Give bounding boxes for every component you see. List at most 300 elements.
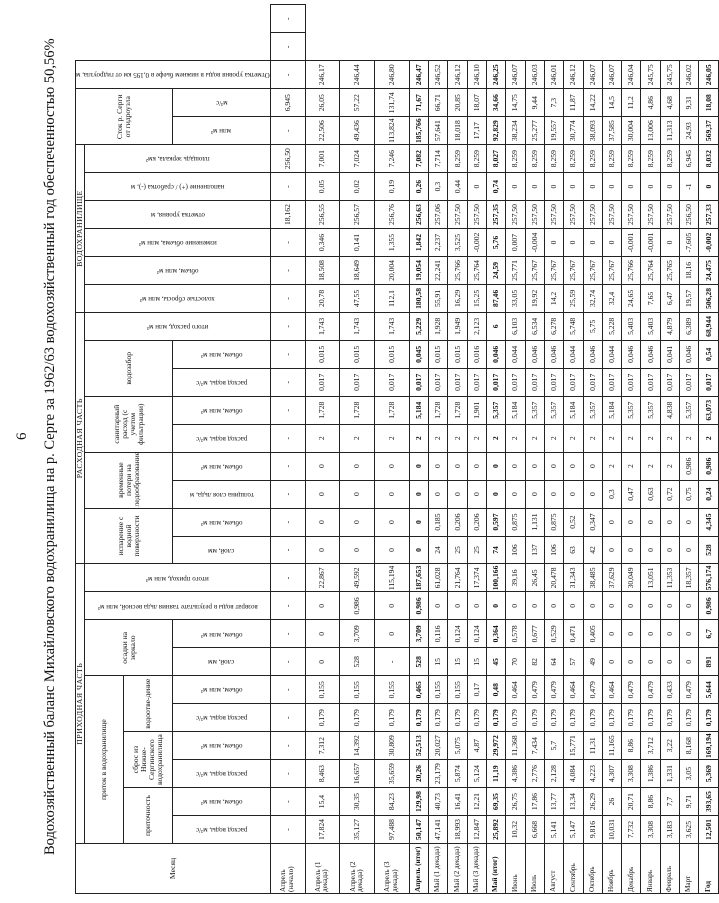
table-cell: - (270, 229, 305, 257)
table-cell: - (270, 424, 305, 452)
table-cell: 257,50 (660, 201, 679, 229)
table-cell: -0,002 (699, 229, 719, 257)
table-cell: 25 (467, 536, 486, 564)
table-cell: 246,10 (467, 61, 486, 89)
table-cell: 246,47 (409, 61, 428, 89)
table-cell: - (270, 312, 305, 340)
table-cell: -0,002 (467, 229, 486, 257)
table-cell: 7,312 (305, 732, 340, 760)
table-cell: - (270, 480, 305, 508)
table-cell: - (270, 61, 305, 89)
header-income-part: ПРИХОДНАЯ ЧАСТЬ (76, 564, 85, 844)
table-row (486, 5, 505, 894)
table-cell: 0 (506, 480, 525, 508)
table-cell: 257,35 (486, 201, 505, 229)
table-cell: 4,87 (467, 732, 486, 760)
table-cell: 13,006 (641, 117, 660, 145)
table-cell: 7,7 (660, 788, 679, 816)
table-cell: 0,346 (305, 229, 340, 257)
table-cell: 10,031 (602, 816, 621, 844)
table-cell: 569,37 (699, 117, 719, 145)
table-cell: 0,044 (602, 340, 621, 368)
table-cell: 0 (544, 173, 563, 201)
table-cell: 5,75 (583, 312, 602, 340)
table-cell: 0 (583, 452, 602, 480)
table-cell: 11,87 (564, 89, 583, 117)
table-row (525, 5, 544, 894)
table-cell: 5,229 (409, 312, 428, 340)
table-cell: 0 (448, 592, 467, 620)
table-cell: 15 (448, 648, 467, 676)
table-cell: 256,55 (305, 201, 340, 229)
table-cell: 57,22 (340, 89, 375, 117)
table-cell: 22,867 (305, 564, 340, 592)
table-row (699, 5, 719, 894)
page-number: 6 (14, 432, 30, 440)
table-cell: 0,471 (564, 620, 583, 648)
table-cell: 47,141 (429, 816, 448, 844)
table-cell: 4,307 (602, 760, 621, 788)
table-cell: 257,50 (467, 201, 486, 229)
table-cell: 5,357 (641, 396, 660, 424)
table-cell: 0 (525, 592, 544, 620)
table-cell: 0,017 (305, 368, 340, 396)
sub-flow-5: расход воды, м³/с (173, 368, 271, 396)
table-cell: 17,17 (467, 117, 486, 145)
header-level-mark: отметка уровня, м (85, 201, 271, 229)
table-cell: 257,50 (448, 201, 467, 229)
table-cell: 0,017 (602, 368, 621, 396)
table-cell: 4,68 (660, 89, 679, 117)
table-cell: 6,103 (506, 312, 525, 340)
table-cell: 6,389 (680, 312, 699, 340)
table-cell: 0,017 (448, 368, 467, 396)
table-cell: 15 (429, 648, 448, 676)
table-cell: 22,241 (429, 256, 448, 284)
table-cell: 1,728 (340, 396, 375, 424)
table-cell: 0 (506, 173, 525, 201)
table-cell: 257,50 (583, 201, 602, 229)
table-cell: 0 (467, 452, 486, 480)
table-cell: 5,184 (602, 396, 621, 424)
table-cell: 0,179 (374, 704, 409, 732)
table-cell: 0 (305, 648, 340, 676)
table-cell: 4,084 (564, 760, 583, 788)
table-cell: 0,046 (680, 340, 699, 368)
table-cell: 0,179 (564, 704, 583, 732)
table-cell: 20,78 (305, 284, 340, 312)
table-cell: 0,155 (340, 676, 375, 704)
table-cell: 0,044 (506, 340, 525, 368)
table-cell: 26,45 (525, 564, 544, 592)
table-cell: 16,41 (448, 788, 467, 816)
table-cell: 0 (602, 536, 621, 564)
table-cell: 14,75 (506, 89, 525, 117)
row-month: Октябрь (583, 844, 602, 894)
header-evaporation: испарение с водной поверхности (85, 508, 173, 564)
table-cell: 66,71 (429, 89, 448, 117)
table-cell: 0 (486, 452, 505, 480)
header-inflow: приток в водохранилище (85, 676, 123, 844)
table-cell: -0,004 (525, 229, 544, 257)
table-cell: 0,017 (680, 368, 699, 396)
table-cell: 0 (680, 648, 699, 676)
header-serga-flow: Сток р. Серги от гидроузла (76, 89, 173, 145)
table-cell: 3,625 (680, 816, 699, 844)
table-cell: 0 (660, 620, 679, 648)
table-cell: 8,86 (622, 732, 641, 760)
table-cell: 0,05 (305, 173, 340, 201)
table-cell: 0 (564, 229, 583, 257)
row-month: Июнь (506, 844, 525, 894)
table-cell: 8,259 (641, 145, 660, 173)
table-cell: 0 (564, 592, 583, 620)
table-cell: 12,21 (467, 788, 486, 816)
table-cell: 246,07 (506, 61, 525, 89)
table-cell: 49,436 (340, 117, 375, 145)
table-cell: 14,22 (583, 89, 602, 117)
table-cell: 0 (374, 536, 409, 564)
table-cell: 0,3 (602, 480, 621, 508)
table-cell: 0,046 (486, 340, 505, 368)
table-cell: 8,259 (622, 145, 641, 173)
table-cell: 7,65 (641, 284, 660, 312)
table-cell: 33,05 (506, 284, 525, 312)
table-cell: 246,02 (680, 61, 699, 89)
table-cell: 35,659 (374, 760, 409, 788)
table-cell: 4,838 (660, 396, 679, 424)
table-cell: 10,32 (506, 816, 525, 844)
sub-flow-1: расход воды, м³/с (173, 816, 271, 844)
table-cell: 0,986 (680, 452, 699, 480)
header-fill-draw: наполнение (+) / сработка (-), м (85, 173, 271, 201)
table-cell: 256,50 (270, 145, 305, 173)
table-cell: 0 (448, 480, 467, 508)
table-cell: 13,77 (544, 788, 563, 816)
table-cell: 5,748 (564, 312, 583, 340)
sub-layer-2: слой, мм (173, 536, 271, 564)
table-cell: 0,179 (448, 704, 467, 732)
table-cell: 0,179 (305, 704, 340, 732)
table-cell: 1,728 (305, 396, 340, 424)
table-cell: 3,183 (660, 816, 679, 844)
table-cell: -0,001 (622, 229, 641, 257)
table-cell: - (270, 173, 305, 201)
table-cell: 0,017 (429, 368, 448, 396)
table-row (583, 5, 602, 894)
table-cell: 49,592 (340, 564, 375, 592)
table-cell: 0 (340, 536, 375, 564)
table-cell: 1,331 (660, 760, 679, 788)
table-cell: 0,046 (544, 340, 563, 368)
table-cell: 5,184 (564, 396, 583, 424)
table-cell: 0 (583, 480, 602, 508)
row-month: Апрель (1 декада) (305, 844, 340, 894)
table-cell: 8,259 (544, 145, 563, 173)
table-cell: 129,98 (409, 788, 428, 816)
table-cell: 2 (602, 452, 621, 480)
table-cell: - (270, 592, 305, 620)
table-cell: 8,027 (486, 145, 505, 173)
table-cell: 19,92 (525, 284, 544, 312)
table-cell: 0,155 (305, 676, 340, 704)
table-cell: 4,86 (641, 89, 660, 117)
table-cell: 0 (641, 536, 660, 564)
table-cell: 71,67 (409, 89, 428, 117)
table-cell: 18,018 (448, 117, 467, 145)
table-cell: -0,001 (641, 229, 660, 257)
table-cell: 24 (429, 536, 448, 564)
table-cell: 0,206 (448, 508, 467, 536)
table-cell: - (270, 284, 305, 312)
table-cell: 6,534 (525, 312, 544, 340)
table-cell: 7,714 (429, 145, 448, 173)
sub-flow-2: расход воды, м³/с (173, 760, 271, 788)
header-idle-discharge: холостые сбросы, млн м³ (85, 284, 271, 312)
table-cell: 0 (374, 508, 409, 536)
table-cell: 14,5 (602, 89, 621, 117)
table-cell: 0,179 (544, 704, 563, 732)
table-cell: 2 (622, 452, 641, 480)
table-cell: - (270, 816, 305, 844)
table-cell: 0 (340, 452, 375, 480)
table-cell: 0,479 (622, 676, 641, 704)
table-cell: 0,017 (409, 368, 428, 396)
table-cell: 57 (564, 648, 583, 676)
table-cell: 0,017 (506, 368, 525, 396)
table-cell: 0,986 (699, 592, 719, 620)
table-cell: 30,049 (622, 564, 641, 592)
table-cell: 9,816 (583, 816, 602, 844)
table-cell: 1,743 (305, 312, 340, 340)
table-cell: - (270, 620, 305, 648)
table-cell: 4,386 (506, 760, 525, 788)
table-cell: 0,017 (583, 368, 602, 396)
table-cell: 8,259 (564, 145, 583, 173)
table-cell: 0,74 (486, 173, 505, 201)
table-cell: 0 (525, 452, 544, 480)
table-cell: 2 (486, 424, 505, 452)
row-month: Май (2 декада) (448, 844, 467, 894)
table-cell: 17,824 (305, 816, 340, 844)
table-cell: 0,597 (486, 508, 505, 536)
header-area: площадь зеркала, км² (85, 145, 271, 173)
table-cell: 8,259 (467, 145, 486, 173)
table-cell: 0,464 (564, 676, 583, 704)
table-cell: 0 (374, 480, 409, 508)
header-ice-return: возврат воды в результате таяния льда весной, млн м³ (85, 592, 271, 620)
table-cell: 8,259 (602, 145, 621, 173)
table-row (340, 5, 375, 894)
table-cell: 57,641 (429, 117, 448, 145)
table-cell: 5,357 (525, 396, 544, 424)
table-cell: 0,124 (448, 620, 467, 648)
table-cell: 5,7 (544, 732, 563, 760)
table-cell: 0,17 (467, 676, 486, 704)
table-cell: 8,259 (660, 145, 679, 173)
table-cell: 6,945 (270, 89, 305, 117)
table-cell: 13,051 (641, 564, 660, 592)
table-cell: 5,403 (622, 312, 641, 340)
table-cell: 5,147 (564, 816, 583, 844)
table-cell: 0 (680, 592, 699, 620)
table-cell: 0,017 (622, 368, 641, 396)
table-cell: 0 (467, 480, 486, 508)
table-cell: - (270, 117, 305, 145)
row-month: Декабрь (622, 844, 641, 894)
table-cell: 0,179 (525, 704, 544, 732)
table-cell: 506,28 (699, 284, 719, 312)
table-cell: 257,50 (544, 201, 563, 229)
table-cell: 0,155 (374, 676, 409, 704)
table-cell: 0,479 (583, 676, 602, 704)
table-cell: 4,879 (660, 312, 679, 340)
table-cell: 0,479 (680, 676, 699, 704)
table-cell: 257,06 (429, 201, 448, 229)
table-cell: 245,75 (660, 61, 679, 89)
table-cell: 0,046 (583, 340, 602, 368)
table-cell: 246,07 (583, 61, 602, 89)
table-cell: 528 (340, 648, 375, 676)
header-total-expense: итого расход, млн м³ (85, 312, 271, 340)
table-cell: 0 (305, 536, 340, 564)
table-cell: 37,585 (602, 117, 621, 145)
table-cell: 0 (305, 592, 340, 620)
table-cell: 84,23 (374, 788, 409, 816)
table-cell: 0 (622, 508, 641, 536)
table-cell: 15,771 (564, 732, 583, 760)
table-cell: 26,75 (506, 788, 525, 816)
table-cell: 25,277 (525, 117, 544, 145)
table-cell: 0,179 (622, 704, 641, 732)
table-cell: 63,073 (699, 396, 719, 424)
table-cell: 0 (660, 173, 679, 201)
table-cell: 246,04 (622, 61, 641, 89)
table-cell: 16,29 (448, 284, 467, 312)
table-cell: 0,75 (680, 480, 699, 508)
table-cell: 2 (544, 424, 563, 452)
table-cell: 5,357 (680, 396, 699, 424)
table-cell: 32,4 (602, 284, 621, 312)
table-cell: 0,016 (467, 340, 486, 368)
table-cell: 0,465 (409, 676, 428, 704)
table-cell: 5,874 (448, 760, 467, 788)
table-row (641, 5, 660, 894)
sub-flow-3: расход воды, м³/с (173, 704, 271, 732)
table-cell: 8,463 (305, 760, 340, 788)
table-cell: 100,166 (486, 564, 505, 592)
table-cell: 0 (409, 508, 428, 536)
table-body (270, 5, 718, 894)
table-cell: 256,50 (680, 201, 699, 229)
table-cell: 0,017 (467, 368, 486, 396)
table-cell: 64 (544, 648, 563, 676)
table-cell: 0 (622, 648, 641, 676)
table-cell: 5,184 (409, 396, 428, 424)
table-cell: 0,017 (699, 368, 719, 396)
table-cell: 5,184 (506, 396, 525, 424)
table-cell: 2 (641, 452, 660, 480)
table-cell: 18,357 (680, 564, 699, 592)
table-cell: 69,35 (486, 788, 505, 816)
table-cell: 32,74 (583, 284, 602, 312)
table-cell: 0,52 (564, 508, 583, 536)
table-cell: -1 (680, 173, 699, 201)
table-cell: 246,44 (340, 61, 375, 89)
table-row (409, 5, 428, 894)
table-cell: 30,774 (564, 117, 583, 145)
table-cell: 0,364 (486, 620, 505, 648)
table-row (602, 5, 621, 894)
table-row (429, 5, 448, 894)
sub-volume-6: объем, млн м³ (173, 452, 271, 480)
table-cell: 2,776 (525, 760, 544, 788)
table-cell: 25,767 (544, 256, 563, 284)
table-cell: - (270, 452, 305, 480)
table-cell: 0,017 (374, 368, 409, 396)
table-cell: 0 (583, 173, 602, 201)
table-cell: 2 (641, 424, 660, 452)
table-cell: 246,12 (448, 61, 467, 89)
table-cell: 6,7 (699, 620, 719, 648)
table-cell: 0 (305, 452, 340, 480)
table-cell: 113,824 (374, 117, 409, 145)
table-cell: 25,764 (641, 256, 660, 284)
header-total-income: итого приход, млн м³ (85, 564, 271, 592)
header-tributary: приточность (123, 788, 173, 844)
header-discharge-from: сброс из Нижне-Сергинского водохранилища (123, 732, 173, 788)
table-cell: 0 (680, 620, 699, 648)
table-cell: 0 (544, 592, 563, 620)
table-cell: 0,179 (641, 704, 660, 732)
table-cell: 15 (467, 648, 486, 676)
water-balance-table (75, 4, 719, 894)
table-cell: 0,347 (583, 508, 602, 536)
table-cell: 0,179 (699, 704, 719, 732)
table-cell: 14,2 (544, 284, 563, 312)
table-cell: 25,771 (506, 256, 525, 284)
table-cell: 52,513 (409, 732, 428, 760)
table-cell: 2 (448, 424, 467, 452)
table-cell: 3,712 (641, 732, 660, 760)
table-cell: 0 (583, 592, 602, 620)
header-month: Месяц (76, 844, 271, 894)
table-cell: 0,046 (622, 340, 641, 368)
table-cell: 0,015 (340, 340, 375, 368)
table-cell: 2 (409, 424, 428, 452)
table-cell: 6,945 (680, 145, 699, 173)
table-cell: 0,179 (506, 704, 525, 732)
table-cell: 0 (374, 620, 409, 648)
sub-mln: млн м³ (173, 117, 271, 145)
table-cell: 5,76 (486, 229, 505, 257)
table-cell: 0,046 (525, 340, 544, 368)
table-cell: 19,557 (544, 117, 563, 145)
table-cell: - (270, 676, 305, 704)
table-cell: 3,709 (340, 620, 375, 648)
table-row (622, 5, 641, 894)
table-cell: 0 (544, 480, 563, 508)
table-row (506, 5, 525, 894)
table-cell: 97,488 (374, 816, 409, 844)
table-cell: 0,63 (641, 480, 660, 508)
table-cell: 2 (583, 424, 602, 452)
table-cell: 49 (583, 648, 602, 676)
table-cell: 1,728 (448, 396, 467, 424)
table-cell: - (270, 508, 305, 536)
table-cell: 0,479 (641, 676, 660, 704)
table-cell: 0 (602, 620, 621, 648)
